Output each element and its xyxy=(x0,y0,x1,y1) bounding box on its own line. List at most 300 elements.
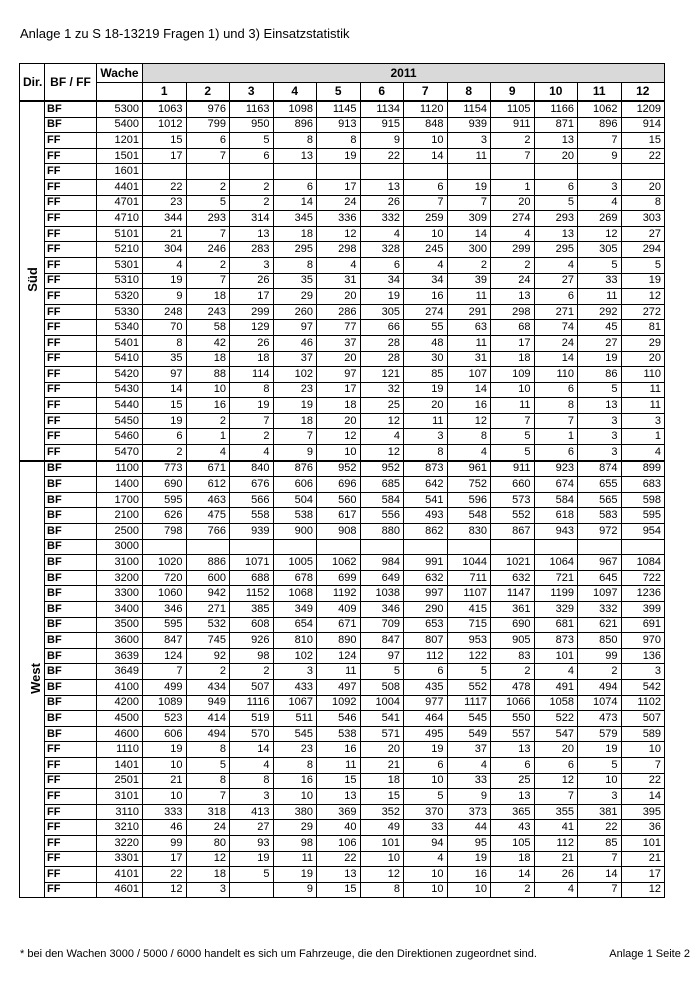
value-cell: 13 xyxy=(230,226,274,242)
value-cell: 97 xyxy=(143,367,187,383)
value-cell: 722 xyxy=(621,570,665,586)
value-cell: 1134 xyxy=(360,101,404,117)
value-cell: 690 xyxy=(143,477,187,493)
value-cell: 13 xyxy=(491,742,535,758)
table-row xyxy=(20,726,665,742)
value-cell: 2 xyxy=(491,133,535,149)
value-cell: 10 xyxy=(621,742,665,758)
value-cell: 952 xyxy=(317,461,361,477)
value-cell: 3 xyxy=(404,429,448,445)
value-cell: 46 xyxy=(273,335,317,351)
value-cell: 22 xyxy=(621,148,665,164)
value-cell: 7 xyxy=(186,789,230,805)
value-cell: 671 xyxy=(317,617,361,633)
wache-cell: 4701 xyxy=(97,195,143,211)
table-row xyxy=(20,570,665,586)
value-cell: 37 xyxy=(273,351,317,367)
value-cell: 7 xyxy=(230,413,274,429)
value-cell: 2 xyxy=(230,429,274,445)
value-cell: 1 xyxy=(491,179,535,195)
type-cell: FF xyxy=(45,804,97,820)
value-cell: 4 xyxy=(230,757,274,773)
value-cell: 7 xyxy=(534,413,578,429)
value-cell: 17 xyxy=(491,335,535,351)
value-cell: 14 xyxy=(621,789,665,805)
value-cell: 8 xyxy=(273,757,317,773)
value-cell: 1107 xyxy=(447,586,491,602)
value-cell: 583 xyxy=(578,508,622,524)
value-cell: 8 xyxy=(404,445,448,461)
value-cell: 36 xyxy=(621,820,665,836)
value-cell: 952 xyxy=(360,461,404,477)
type-cell: BF xyxy=(45,461,97,477)
table-row xyxy=(20,820,665,836)
table-row xyxy=(20,804,665,820)
type-cell: BF xyxy=(45,508,97,524)
table-row xyxy=(20,851,665,867)
value-cell: 17 xyxy=(143,851,187,867)
value-cell: 22 xyxy=(143,867,187,883)
value-cell: 34 xyxy=(404,273,448,289)
value-cell: 15 xyxy=(360,789,404,805)
value-cell: 464 xyxy=(404,711,448,727)
table-row xyxy=(20,789,665,805)
value-cell: 494 xyxy=(186,726,230,742)
value-cell xyxy=(143,539,187,555)
value-cell: 573 xyxy=(491,492,535,508)
value-cell: 807 xyxy=(404,633,448,649)
value-cell: 101 xyxy=(621,835,665,851)
value-cell: 494 xyxy=(578,679,622,695)
table-row xyxy=(20,633,665,649)
value-cell: 5 xyxy=(491,445,535,461)
value-cell: 121 xyxy=(360,367,404,383)
table-row xyxy=(20,148,665,164)
value-cell: 20 xyxy=(534,148,578,164)
wache-cell: 1501 xyxy=(97,148,143,164)
value-cell: 11 xyxy=(621,398,665,414)
value-cell: 545 xyxy=(447,711,491,727)
table-row xyxy=(20,867,665,883)
value-cell: 6 xyxy=(404,757,448,773)
value-cell: 1066 xyxy=(491,695,535,711)
wache-cell: 4101 xyxy=(97,867,143,883)
value-cell: 274 xyxy=(491,211,535,227)
value-cell: 4 xyxy=(447,445,491,461)
value-cell: 45 xyxy=(578,320,622,336)
value-cell: 19 xyxy=(230,851,274,867)
value-cell: 409 xyxy=(317,602,361,618)
value-cell: 997 xyxy=(404,586,448,602)
value-cell: 299 xyxy=(230,304,274,320)
wache-cell: 5300 xyxy=(97,101,143,117)
month-header: 7 xyxy=(404,83,448,102)
type-cell: BF xyxy=(45,617,97,633)
value-cell: 245 xyxy=(404,242,448,258)
value-cell: 10 xyxy=(491,382,535,398)
value-cell: 589 xyxy=(621,726,665,742)
value-cell: 33 xyxy=(578,273,622,289)
value-cell: 414 xyxy=(186,711,230,727)
value-cell: 3 xyxy=(578,789,622,805)
table-row xyxy=(20,773,665,789)
wache-cell: 5101 xyxy=(97,226,143,242)
direction-text: West xyxy=(27,663,43,694)
value-cell: 11 xyxy=(447,148,491,164)
value-cell: 649 xyxy=(360,570,404,586)
value-cell: 271 xyxy=(186,602,230,618)
wache-cell: 4200 xyxy=(97,695,143,711)
value-cell: 12 xyxy=(447,413,491,429)
type-cell: BF xyxy=(45,555,97,571)
value-cell: 478 xyxy=(491,679,535,695)
value-cell: 259 xyxy=(404,211,448,227)
value-cell: 608 xyxy=(230,617,274,633)
value-cell: 25 xyxy=(360,398,404,414)
value-cell: 1021 xyxy=(491,555,535,571)
wache-cell: 4401 xyxy=(97,179,143,195)
value-cell: 1102 xyxy=(621,695,665,711)
table-row xyxy=(20,367,665,383)
value-cell: 3 xyxy=(578,445,622,461)
value-cell: 475 xyxy=(186,508,230,524)
wache-cell: 3500 xyxy=(97,617,143,633)
value-cell: 541 xyxy=(360,711,404,727)
value-cell: 463 xyxy=(186,492,230,508)
table-row xyxy=(20,398,665,414)
value-cell: 10 xyxy=(404,882,448,898)
value-cell: 867 xyxy=(491,524,535,540)
value-cell: 12 xyxy=(186,851,230,867)
value-cell: 25 xyxy=(491,773,535,789)
value-cell: 13 xyxy=(360,179,404,195)
type-cell: FF xyxy=(45,320,97,336)
value-cell: 953 xyxy=(447,633,491,649)
value-cell: 1236 xyxy=(621,586,665,602)
value-cell: 14 xyxy=(491,867,535,883)
wache-cell: 4500 xyxy=(97,711,143,727)
value-cell: 799 xyxy=(186,117,230,133)
type-cell: FF xyxy=(45,429,97,445)
wache-cell: 4710 xyxy=(97,211,143,227)
value-cell: 671 xyxy=(186,461,230,477)
value-cell xyxy=(273,539,317,555)
value-cell xyxy=(186,539,230,555)
value-cell: 873 xyxy=(534,633,578,649)
value-cell: 606 xyxy=(273,477,317,493)
type-cell: FF xyxy=(45,304,97,320)
value-cell: 5 xyxy=(186,195,230,211)
value-cell: 7 xyxy=(578,851,622,867)
table-row xyxy=(20,602,665,618)
value-cell: 85 xyxy=(404,367,448,383)
value-cell: 939 xyxy=(447,117,491,133)
value-cell: 10 xyxy=(317,445,361,461)
value-cell: 1005 xyxy=(273,555,317,571)
value-cell: 102 xyxy=(273,648,317,664)
value-cell: 19 xyxy=(447,851,491,867)
type-cell: FF xyxy=(45,882,97,898)
value-cell xyxy=(360,539,404,555)
value-cell: 10 xyxy=(273,789,317,805)
value-cell: 21 xyxy=(360,757,404,773)
value-cell: 595 xyxy=(621,508,665,524)
value-cell: 2 xyxy=(230,179,274,195)
value-cell: 2 xyxy=(447,257,491,273)
value-cell: 970 xyxy=(621,633,665,649)
value-cell: 298 xyxy=(317,242,361,258)
table-row xyxy=(20,477,665,493)
value-cell: 532 xyxy=(186,617,230,633)
value-cell: 7 xyxy=(186,226,230,242)
value-cell: 63 xyxy=(447,320,491,336)
value-cell: 709 xyxy=(360,617,404,633)
value-cell: 95 xyxy=(447,835,491,851)
value-cell: 890 xyxy=(317,633,361,649)
direction-label xyxy=(20,461,45,898)
value-cell: 688 xyxy=(230,570,274,586)
value-cell: 20 xyxy=(317,289,361,305)
value-cell: 17 xyxy=(230,289,274,305)
wache-cell: 2500 xyxy=(97,524,143,540)
value-cell: 18 xyxy=(230,351,274,367)
value-cell: 3 xyxy=(578,179,622,195)
value-cell: 847 xyxy=(360,633,404,649)
value-cell: 1147 xyxy=(491,586,535,602)
value-cell: 110 xyxy=(621,367,665,383)
wache-cell: 2100 xyxy=(97,508,143,524)
table-row xyxy=(20,555,665,571)
type-cell: BF xyxy=(45,570,97,586)
value-cell: 9 xyxy=(578,148,622,164)
value-cell: 495 xyxy=(404,726,448,742)
value-cell: 12 xyxy=(621,289,665,305)
type-cell: FF xyxy=(45,835,97,851)
wache-cell: 1400 xyxy=(97,477,143,493)
value-cell: 105 xyxy=(491,835,535,851)
value-cell: 3 xyxy=(578,413,622,429)
value-cell: 1012 xyxy=(143,117,187,133)
value-cell: 294 xyxy=(621,242,665,258)
type-cell: BF xyxy=(45,633,97,649)
value-cell: 570 xyxy=(230,726,274,742)
value-cell: 29 xyxy=(273,820,317,836)
value-cell: 4 xyxy=(404,851,448,867)
value-cell: 556 xyxy=(360,508,404,524)
value-cell xyxy=(404,164,448,180)
value-cell: 674 xyxy=(534,477,578,493)
value-cell: 552 xyxy=(447,679,491,695)
value-cell: 114 xyxy=(230,367,274,383)
value-cell: 395 xyxy=(621,804,665,820)
wache-cell: 5400 xyxy=(97,117,143,133)
value-cell: 20 xyxy=(317,351,361,367)
value-cell: 19 xyxy=(143,742,187,758)
type-cell: FF xyxy=(45,742,97,758)
value-cell: 332 xyxy=(360,211,404,227)
value-cell: 23 xyxy=(273,742,317,758)
value-cell: 5 xyxy=(186,757,230,773)
value-cell: 4 xyxy=(360,226,404,242)
value-cell: 97 xyxy=(273,320,317,336)
value-cell: 2 xyxy=(578,664,622,680)
value-cell: 579 xyxy=(578,726,622,742)
value-cell: 617 xyxy=(317,508,361,524)
value-cell: 22 xyxy=(621,773,665,789)
value-cell: 678 xyxy=(273,570,317,586)
value-cell: 9 xyxy=(273,445,317,461)
table-row xyxy=(20,539,665,555)
value-cell: 19 xyxy=(360,289,404,305)
page-label: Anlage 1 Seite 2 xyxy=(609,948,690,960)
value-cell: 19 xyxy=(143,273,187,289)
value-cell: 4 xyxy=(143,257,187,273)
value-cell: 81 xyxy=(621,320,665,336)
value-cell: 14 xyxy=(143,382,187,398)
value-cell: 4 xyxy=(360,429,404,445)
wache-cell: 3101 xyxy=(97,789,143,805)
wache-cell: 5210 xyxy=(97,242,143,258)
value-cell: 93 xyxy=(230,835,274,851)
wache-cell: 5401 xyxy=(97,335,143,351)
table-row xyxy=(20,461,665,477)
wache-cell: 5330 xyxy=(97,304,143,320)
table-row xyxy=(20,648,665,664)
value-cell: 18 xyxy=(186,289,230,305)
value-cell: 939 xyxy=(230,524,274,540)
value-cell: 967 xyxy=(578,555,622,571)
value-cell: 2 xyxy=(230,664,274,680)
value-cell: 721 xyxy=(534,570,578,586)
type-cell: BF xyxy=(45,524,97,540)
value-cell: 690 xyxy=(491,617,535,633)
wache-cell: 5470 xyxy=(97,445,143,461)
wache-cell: 3301 xyxy=(97,851,143,867)
value-cell: 15 xyxy=(621,133,665,149)
value-cell: 886 xyxy=(186,555,230,571)
value-cell: 346 xyxy=(143,602,187,618)
value-cell: 272 xyxy=(621,304,665,320)
value-cell: 283 xyxy=(230,242,274,258)
value-cell: 304 xyxy=(143,242,187,258)
value-cell: 8 xyxy=(360,882,404,898)
value-cell: 913 xyxy=(317,117,361,133)
value-cell: 1 xyxy=(186,429,230,445)
statistics-table xyxy=(19,63,665,898)
value-cell: 691 xyxy=(621,617,665,633)
value-cell: 3 xyxy=(578,429,622,445)
table-row xyxy=(20,586,665,602)
value-cell: 1044 xyxy=(447,555,491,571)
value-cell: 7 xyxy=(578,882,622,898)
value-cell: 715 xyxy=(447,617,491,633)
value-cell: 621 xyxy=(578,617,622,633)
value-cell: 12 xyxy=(143,882,187,898)
month-header: 4 xyxy=(273,83,317,102)
type-cell: FF xyxy=(45,820,97,836)
value-cell: 94 xyxy=(404,835,448,851)
value-cell: 3 xyxy=(447,133,491,149)
value-cell: 110 xyxy=(534,367,578,383)
value-cell: 17 xyxy=(621,867,665,883)
value-cell: 248 xyxy=(143,304,187,320)
value-cell: 595 xyxy=(143,617,187,633)
type-cell: FF xyxy=(45,382,97,398)
value-cell: 1084 xyxy=(621,555,665,571)
wache-cell: 5320 xyxy=(97,289,143,305)
wache-cell: 2501 xyxy=(97,773,143,789)
value-cell: 1089 xyxy=(143,695,187,711)
value-cell: 942 xyxy=(186,586,230,602)
value-cell: 1152 xyxy=(230,586,274,602)
value-cell: 7 xyxy=(491,148,535,164)
value-cell: 848 xyxy=(404,117,448,133)
value-cell: 549 xyxy=(447,726,491,742)
value-cell: 22 xyxy=(360,148,404,164)
value-cell: 1062 xyxy=(578,101,622,117)
value-cell: 2 xyxy=(491,882,535,898)
type-cell: BF xyxy=(45,492,97,508)
value-cell: 124 xyxy=(317,648,361,664)
table-row xyxy=(20,492,665,508)
value-cell: 905 xyxy=(491,633,535,649)
value-cell: 595 xyxy=(143,492,187,508)
value-cell: 13 xyxy=(317,789,361,805)
value-cell: 30 xyxy=(404,351,448,367)
value-cell: 5 xyxy=(578,757,622,773)
value-cell: 4 xyxy=(317,257,361,273)
wache-cell: 1401 xyxy=(97,757,143,773)
value-cell: 10 xyxy=(578,773,622,789)
type-cell: FF xyxy=(45,289,97,305)
value-cell: 6 xyxy=(534,757,578,773)
value-cell: 107 xyxy=(447,367,491,383)
year-header: 2011 xyxy=(143,64,665,83)
type-cell: FF xyxy=(45,242,97,258)
value-cell: 28 xyxy=(360,335,404,351)
value-cell: 309 xyxy=(447,211,491,227)
value-cell: 4 xyxy=(578,195,622,211)
value-cell: 896 xyxy=(273,117,317,133)
value-cell: 972 xyxy=(578,524,622,540)
value-cell: 39 xyxy=(447,273,491,289)
value-cell: 493 xyxy=(404,508,448,524)
value-cell: 3 xyxy=(621,413,665,429)
table-row xyxy=(20,242,665,258)
value-cell: 101 xyxy=(534,648,578,664)
value-cell: 40 xyxy=(317,820,361,836)
month-header: 2 xyxy=(186,83,230,102)
table-row xyxy=(20,164,665,180)
value-cell: 12 xyxy=(360,867,404,883)
value-cell: 246 xyxy=(186,242,230,258)
value-cell: 654 xyxy=(273,617,317,633)
wache-cell: 1100 xyxy=(97,461,143,477)
value-cell: 13 xyxy=(578,398,622,414)
value-cell: 1209 xyxy=(621,101,665,117)
value-cell: 380 xyxy=(273,804,317,820)
value-cell: 24 xyxy=(317,195,361,211)
value-cell: 329 xyxy=(534,602,578,618)
value-cell: 552 xyxy=(491,508,535,524)
value-cell: 12 xyxy=(360,413,404,429)
value-cell: 8 xyxy=(186,773,230,789)
value-cell: 8 xyxy=(447,429,491,445)
value-cell xyxy=(534,164,578,180)
type-cell: FF xyxy=(45,773,97,789)
month-header: 5 xyxy=(317,83,361,102)
value-cell: 21 xyxy=(621,851,665,867)
